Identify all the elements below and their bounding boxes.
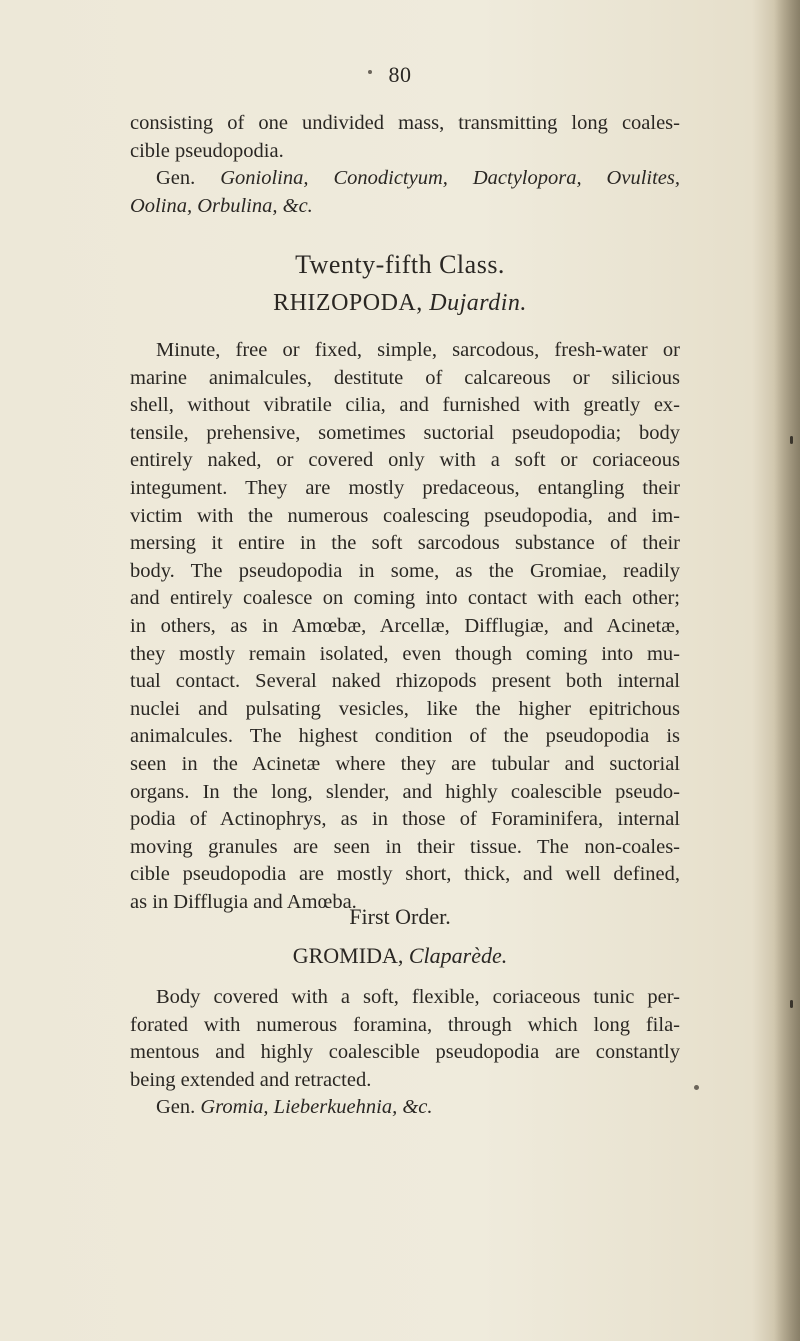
text-line: marine animalcules, destitute of calcareous or silicious <box>130 366 680 389</box>
intro-paragraph <box>130 110 680 220</box>
class-heading: Twenty-fifth Class. <box>295 250 505 279</box>
group-author: Dujardin. <box>429 290 527 316</box>
ink-speck <box>694 1085 699 1090</box>
text-line: animalcules. The highest condition of the pseudopodia is <box>130 725 680 748</box>
class-description <box>130 337 680 916</box>
text-line: moving granules are seen in their tissue. The non-coales- <box>130 835 680 858</box>
text-line: consisting of one undivided mass, transmitting long coales- <box>130 112 680 134</box>
text-line: tensile, prehensive, sometimes suctorial pseudopodia; body <box>130 421 680 444</box>
text-line: podia of Actinophrys, as in those of Foraminifera, internal <box>130 808 680 831</box>
page-number: 80 <box>388 62 412 87</box>
order-description <box>130 984 680 1122</box>
text-line: Minute, free or fixed, simple, sarcodous, fresh-water or <box>156 339 680 361</box>
text-line: and entirely coalesce on coming into contact with each other; <box>130 587 680 610</box>
order-heading: First Order. <box>349 904 451 929</box>
text-line: in others, as in Amœbæ, Arcellæ, Difflugiæ, and Acinetæ, <box>130 614 680 637</box>
genera-names-continued: Oolina, Orbulina, &c. <box>130 194 313 217</box>
text-line: tual contact. Several naked rhizopods present both internal <box>130 670 680 693</box>
text-line: mersing it entire in the soft sarcodous substance of their <box>130 532 680 555</box>
text-line: seen in the Acinetæ where they are tubular and suctorial <box>130 752 680 775</box>
genera-label: Gen. <box>156 167 196 190</box>
text-line: victim with the numerous coalescing pseudopodia, and im- <box>130 504 680 527</box>
text-line: cible pseudopodia are mostly short, thick, and well defined, <box>130 863 680 886</box>
text-line: shell, without vibratile cilia, and furnished with greatly ex- <box>130 394 680 417</box>
text-line: forated with numerous foramina, through which long fila- <box>130 1013 680 1036</box>
text-line: as in Difflugia and Amœba. <box>130 890 357 913</box>
text-line: nuclei and pulsating vesicles, like the higher epitrichous <box>130 697 680 720</box>
group-author: Claparède. <box>408 943 508 968</box>
group-name: RHIZOPODA, <box>273 290 423 316</box>
order-group-heading <box>0 943 800 969</box>
text-line: they mostly remain isolated, even though coming into mu- <box>130 642 680 665</box>
text-line: body. The pseudopodia in some, as the Gromiae, readily <box>130 559 680 582</box>
genera-list <box>130 165 680 193</box>
genera-label: Gen. <box>156 1096 196 1119</box>
page-edge-shadow <box>774 0 800 1341</box>
text-line: Body covered with a soft, flexible, coriaceous tunic per- <box>156 986 680 1008</box>
text-line: mentous and highly coalescible pseudopodia are constantly <box>130 1041 680 1064</box>
genera-names: Goniolina, Conodictyum, Dactylopora, Ovulites, <box>220 167 680 190</box>
group-name: GROMIDA, <box>292 943 404 968</box>
genera-names: Gromia, Lieberkuehnia, &c. <box>200 1096 433 1119</box>
edge-mark <box>790 436 793 444</box>
text-line: entirely naked, or covered only with a soft or coriaceous <box>130 449 680 472</box>
text-line: cible pseudopodia. <box>130 139 284 162</box>
text-line: organs. In the long, slender, and highly coalescible pseudo- <box>130 780 680 803</box>
class-group-heading <box>0 290 800 317</box>
text-line: being extended and retracted. <box>130 1068 372 1091</box>
genera-list <box>130 1094 680 1122</box>
edge-mark <box>790 1000 793 1008</box>
text-line: integument. They are mostly predaceous, entangling their <box>130 476 680 499</box>
